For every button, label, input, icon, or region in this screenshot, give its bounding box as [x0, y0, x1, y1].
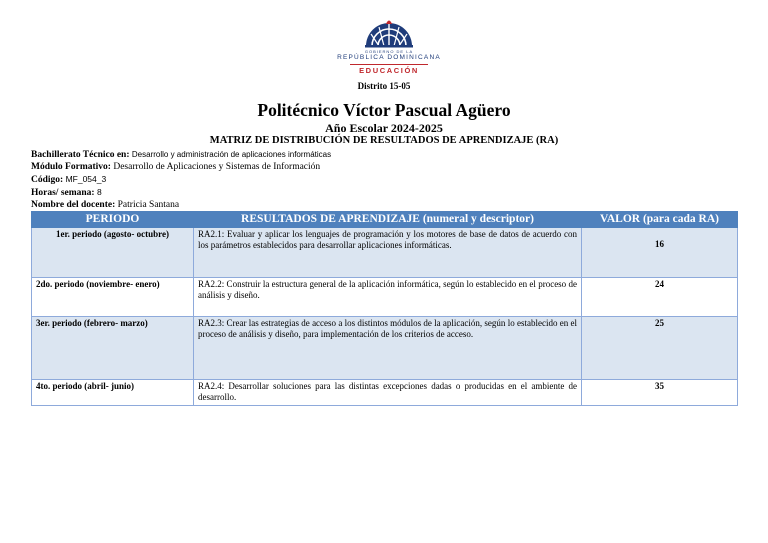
modulo-label: Módulo Formativo:: [31, 162, 111, 172]
valor-cell: 35: [582, 380, 738, 406]
valor-cell: 24: [582, 278, 738, 317]
document-title: MATRIZ DE DISTRIBUCIÓN DE RESULTADOS DE APRENDIZAJE (RA): [209, 135, 559, 146]
ra-cell: RA2.4: Desarrollar soluciones para las distintas excepciones dadas o producidas en el ambiente de desarrollo.: [194, 380, 582, 406]
codigo-label: Código:: [31, 175, 64, 185]
codigo-value: MF_054_3: [65, 174, 107, 184]
logo-republica-text: REPÚBLICA DOMINICANA: [337, 54, 441, 61]
header-resultados: RESULTADOS DE APRENDIZAJE (numeral y descriptor): [194, 212, 582, 228]
periodo-cell: 1er. periodo (agosto- octubre): [32, 228, 194, 278]
bachillerato-label: Bachillerato Técnico en:: [31, 150, 130, 160]
periodo-cell: 3er. periodo (febrero- marzo): [32, 317, 194, 380]
table-row: [32, 228, 738, 278]
codigo-line: [31, 173, 331, 186]
ministry-logo: [328, 18, 450, 75]
modulo-line: [31, 161, 331, 173]
horas-value: 8: [96, 187, 102, 197]
distrito-label: Distrito 15-05: [357, 81, 411, 91]
table-row: [32, 380, 738, 406]
periodo-cell: 2do. periodo (noviembre- enero): [32, 278, 194, 317]
modulo-value: Desarrollo de Aplicaciones y Sistemas de Información: [113, 162, 321, 172]
periodo-cell: 4to. periodo (abril- junio): [32, 380, 194, 406]
logo-gov-text: GOBIERNO DE LA: [364, 49, 414, 54]
course-info: [31, 149, 331, 211]
ra-cell: RA2.3: Crear las estrategias de acceso a los distintos módulos de la aplicación, según lo establecido en el proceso de análisis y diseño, para implementación de los criterios de acceso.: [194, 317, 582, 380]
table-row: [32, 278, 738, 317]
ra-cell: RA2.1: Evaluar y aplicar los lenguajes de programación y los motores de base de datos de acuerdo con los parámetros establecidos para desarrollar aplicaciones informáticas.: [194, 228, 582, 278]
logo-educacion-text: EDUCACIÓN: [359, 66, 419, 75]
school-title: Politécnico Víctor Pascual Agüero: [257, 100, 511, 120]
ra-cell: RA2.2: Construir la estructura general de la aplicación informática, según lo establecido en el proceso de análisis y diseño.: [194, 278, 582, 317]
logo-divider: [350, 64, 428, 65]
valor-cell: 25: [582, 317, 738, 380]
docente-value: Patricia Santana: [117, 200, 180, 210]
bachillerato-line: [31, 149, 331, 161]
horas-label: Horas/ semana:: [31, 188, 95, 198]
table-header-row: [32, 212, 738, 228]
table-row: [32, 317, 738, 380]
school-year: Año Escolar 2024-2025: [325, 121, 443, 135]
header-valor: VALOR (para cada RA): [582, 212, 738, 228]
docente-label: Nombre del docente:: [31, 200, 116, 210]
horas-line: [31, 186, 331, 199]
coat-of-arms-icon: [360, 18, 418, 48]
header-periodo: PERIODO: [32, 212, 194, 228]
ra-table: [31, 211, 738, 406]
docente-line: [31, 199, 331, 211]
valor-cell: 16: [582, 228, 738, 278]
bachillerato-value: Desarrollo y administración de aplicaciones informáticas: [131, 150, 332, 159]
